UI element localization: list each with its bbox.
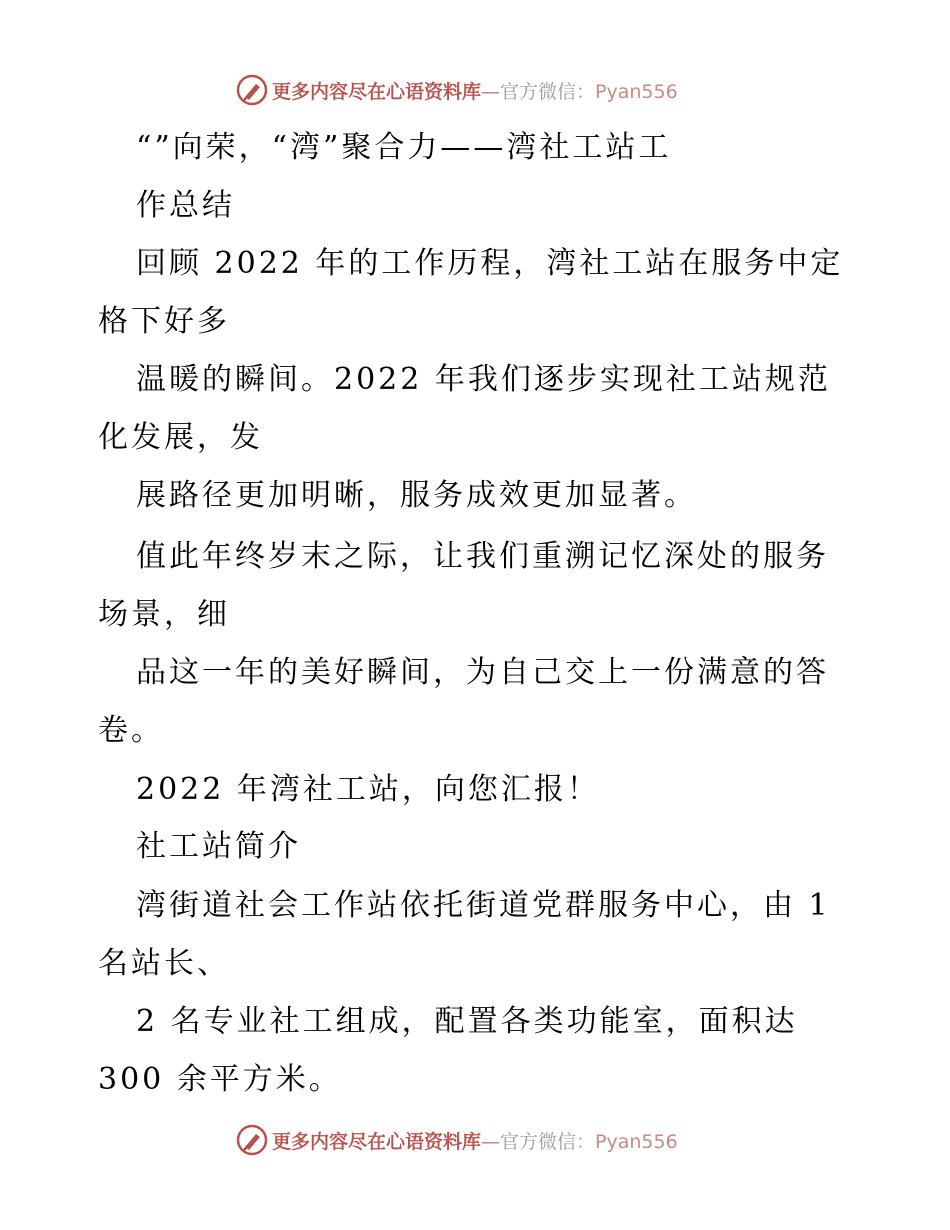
header-watermark-banner <box>236 72 678 108</box>
footer-watermark-banner <box>236 1122 678 1158</box>
paragraph-line: 2 名专业社工组成，配置各类功能室，面积达 <box>136 1004 798 1039</box>
paragraph-line: 值此年终岁末之际，让我们重溯记忆深处的服务 <box>136 539 829 574</box>
watermark-dash: — <box>481 80 501 103</box>
paragraph-line: 湾街道社会工作站依托街道党群服务中心，由 1 <box>136 888 831 923</box>
paragraph-line: 展路径更加明晰，服务成效更加显著。 <box>136 478 697 513</box>
paragraph-line: 场景，细 <box>98 597 230 632</box>
paragraph-line: 卷。 <box>98 713 164 748</box>
paragraph-line: 回顾 2022 年的工作历程，湾社工站在服务中定 <box>136 246 844 281</box>
paragraph-line: 300 余平方米。 <box>98 1062 342 1097</box>
watermark-text <box>272 1127 678 1154</box>
paragraph-line: 2022 年湾社工站，向您汇报！ <box>136 772 600 807</box>
paragraph-line: 名站长、 <box>98 946 230 981</box>
paragraph-line: 格下好多 <box>98 304 230 339</box>
paragraph-line: 化发展，发 <box>98 420 263 455</box>
watermark-text <box>272 77 678 104</box>
section-heading: 社工站简介 <box>136 829 301 864</box>
watermark-site-text: 更多内容尽在心语资料库 <box>272 1130 482 1153</box>
pen-logo-icon <box>236 1124 268 1156</box>
pen-logo-icon <box>236 74 268 106</box>
watermark-wechat-label: 官方微信： <box>500 80 596 103</box>
title-line-2: 作总结 <box>136 188 235 223</box>
paragraph-line: 品这一年的美好瞬间，为自己交上一份满意的答 <box>136 655 829 690</box>
watermark-wechat-id: Pyan556 <box>595 80 678 103</box>
title-line-1: “”向荣，“湾”聚合力——湾社工站工 <box>136 130 672 165</box>
watermark-dash: — <box>481 1130 501 1153</box>
watermark-wechat-id: Pyan556 <box>595 1130 678 1153</box>
paragraph-line: 温暖的瞬间。2022 年我们逐步实现社工站规范 <box>136 362 831 397</box>
watermark-site-text: 更多内容尽在心语资料库 <box>272 80 482 103</box>
watermark-wechat-label: 官方微信： <box>500 1130 596 1153</box>
